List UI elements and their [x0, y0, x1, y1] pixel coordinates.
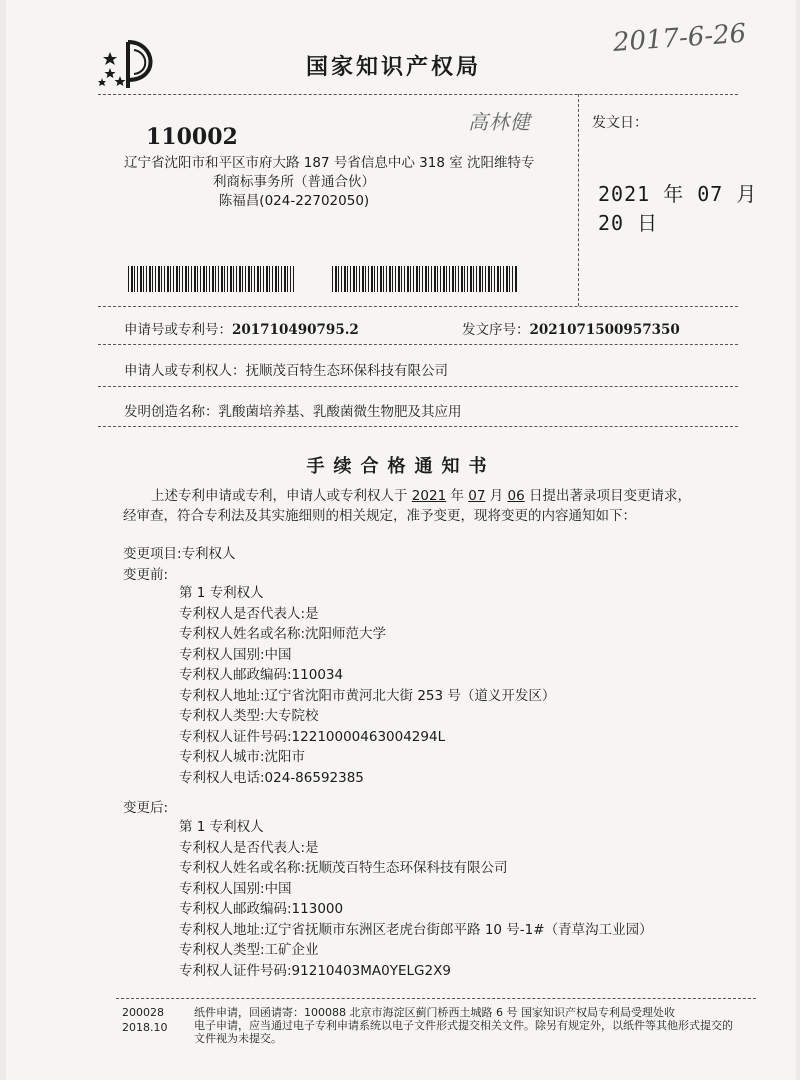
list-item: 专利权人证件号码:12210000463004294L [179, 728, 446, 745]
serial-number-label: 发文序号： [462, 322, 530, 338]
request-month: 07 [468, 488, 486, 504]
invention-title-row [124, 400, 462, 420]
handwritten-date: 2017-6-26 [612, 18, 748, 58]
handwritten-name: 高林健 [468, 110, 531, 134]
before-label: 变更前: [123, 567, 169, 583]
barcode-left [128, 266, 294, 292]
barcode-right [332, 266, 518, 292]
address-line: 辽宁省沈阳市和平区市府大路 187 号省信息中心 318 室 沈阳维特专 [124, 155, 535, 171]
field-divider [98, 386, 738, 387]
list-item: 专利权人类型:工矿企业 [179, 942, 319, 958]
send-date-label: 发文日： [592, 115, 648, 131]
before-list [179, 583, 555, 788]
list-item: 专利权人电话:024-86592385 [179, 769, 364, 786]
application-number-label: 申请号或专利号： [124, 322, 232, 338]
application-number-row [124, 318, 359, 338]
invention-title: 乳酸菌培养基、乳酸菌微生物肥及其应用 [218, 404, 462, 420]
header-divider [98, 94, 738, 95]
list-item: 专利权人邮政编码:113000 [179, 901, 344, 917]
address-line: 利商标事务所（普通合伙） [213, 174, 375, 190]
field-divider [98, 344, 738, 345]
applicant-name: 抚顺茂百特生态环保科技有限公司 [245, 363, 448, 379]
barcode-divider [98, 306, 738, 307]
list-item: 第 1 专利权人 [179, 585, 264, 601]
address-line: 陈福昌(024-22702050) [218, 193, 370, 209]
request-year: 2021 [411, 488, 447, 504]
office-name: 国家知识产权局 [306, 55, 482, 80]
list-item: 专利权人证件号码:91210403MA0YELG2X9 [179, 962, 451, 979]
list-item: 专利权人城市:沈阳市 [179, 749, 306, 765]
footer-line: 纸件申请，回函请寄：100088 北京市海淀区蓟门桥西土城路 6 号 国家知识产权局专利局受理处收 [194, 1006, 675, 1019]
footer-line: 电子申请，应当通过电子专利申请系统以电子文件形式提交相关文件。除另有规定外，以纸件等其他形式提交的 [194, 1019, 733, 1032]
list-item: 专利权人姓名或名称:沈阳师范大学 [179, 626, 387, 642]
list-item: 专利权人是否代表人:是 [179, 605, 319, 622]
list-item: 专利权人地址:辽宁省沈阳市黄河北大街 253 号（道义开发区） [179, 687, 556, 704]
form-date: 2018.10 [122, 1021, 168, 1034]
change-item: 变更项目:专利权人 [123, 546, 236, 562]
footer-line: 文件视为未提交。 [194, 1032, 282, 1045]
serial-number: 2021071500957350 [529, 322, 680, 338]
application-number: 201710490795.2 [232, 322, 359, 338]
footer-divider [116, 998, 756, 999]
cnipa-logo-icon [98, 36, 168, 94]
send-date: 2021 年 07 月 20 日 [598, 182, 758, 235]
notice-title: 手续合格通知书 [306, 456, 496, 477]
recipient-address [124, 154, 535, 211]
notice-paragraph: 上述专利申请或专利，申请人或专利权人于 2021 年 07 月 06 日提出著录项目变更请求，经审查，符合专利法及其实施细则的相关规定，准予变更，现将变更的内容通知如下： [123, 488, 692, 524]
list-item: 专利权人地址:辽宁省抚顺市东洲区老虎台街郎平路 10 号-1#（青草沟工业园） [179, 921, 653, 938]
list-item: 专利权人国别:中国 [179, 646, 292, 663]
after-list [179, 817, 653, 981]
list-item: 专利权人邮政编码:110034 [179, 667, 344, 683]
list-item: 第 1 专利权人 [179, 819, 264, 835]
postcode: 110002 [146, 124, 238, 150]
applicant-row [124, 359, 448, 379]
notice-document [6, 0, 796, 1080]
serial-number-row [462, 318, 680, 338]
request-day: 06 [507, 488, 525, 504]
form-code: 200028 [122, 1006, 164, 1019]
list-item: 专利权人是否代表人:是 [179, 839, 319, 856]
list-item: 专利权人类型:大专院校 [179, 708, 319, 724]
after-label: 变更后: [123, 800, 169, 816]
date-column-divider [578, 94, 579, 306]
applicant-label: 申请人或专利权人： [124, 363, 246, 379]
list-item: 专利权人姓名或名称:抚顺茂百特生态环保科技有限公司 [179, 860, 508, 876]
list-item: 专利权人国别:中国 [179, 880, 292, 897]
invention-title-label: 发明创造名称： [124, 404, 219, 420]
field-divider [98, 426, 738, 427]
